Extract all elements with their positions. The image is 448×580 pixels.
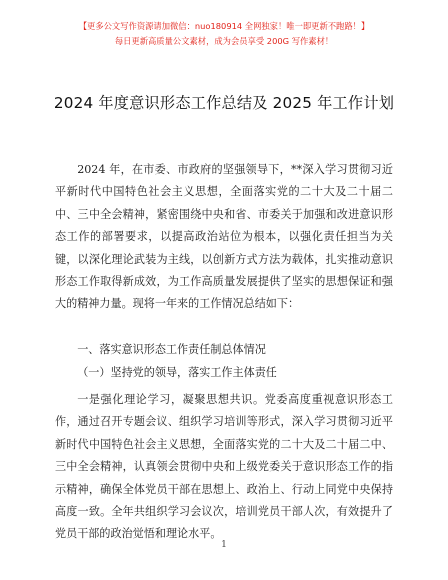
intro-paragraph	[55, 159, 393, 316]
intro-text: 2024 年，在市委、市政府的坚强领导下，**深入学习贯彻习近平新时代中国特色社会主义思想，全面落实党的二十大及二十届二中、三中全会精神，紧密围绕中央和省、市委关于加强和改进意识形态工作的部署要求，以提高政治站位为根本，以强化责任担当为关键，以深化理论武装为主线，以创新方式方法为载体，扎实推动意识形态工作取得新成效，为工作高质量发展提供了坚实的思想保证和强大的精神力量。现将一年来的工作情况总结如下：	[55, 163, 393, 311]
section-heading: 一、落实意识形态工作责任制总体情况	[77, 343, 266, 356]
document-title: 2024 年度意识形态工作总结及 2025 年工作计划	[53, 94, 395, 112]
promo-banner-line-1: 【更多公文写作资源请加微信：nuo180914 全网独家！唯一即更新不跑路！】	[78, 21, 370, 31]
body-paragraph	[55, 389, 393, 546]
body-text: 一是强化理论学习，凝聚思想共识。党委高度重视意识形态工作，通过召开专题会议、组织学习培训等形式，深入学习贯彻习近平新时代中国特色社会主义思想，全面落实党的二十大及二十届二中、三中全会精神，认真领会贯彻中央和上级党委关于意识形态工作的指示精神，确保全体党员干部在思想上、政治上、行动上同党中央保持高度一致。全年共组织学习会议次，培训党员干部人次，有效提升了党员干部的政治觉悟和理论水平。	[55, 393, 393, 541]
subsection-heading: （一）坚持党的领导，落实工作主体责任	[77, 366, 277, 379]
page-number: 1	[221, 540, 227, 550]
promo-banner-line-2: 每日更新高质量公文素材，成为会员享受 200G 写作素材！	[114, 36, 334, 46]
